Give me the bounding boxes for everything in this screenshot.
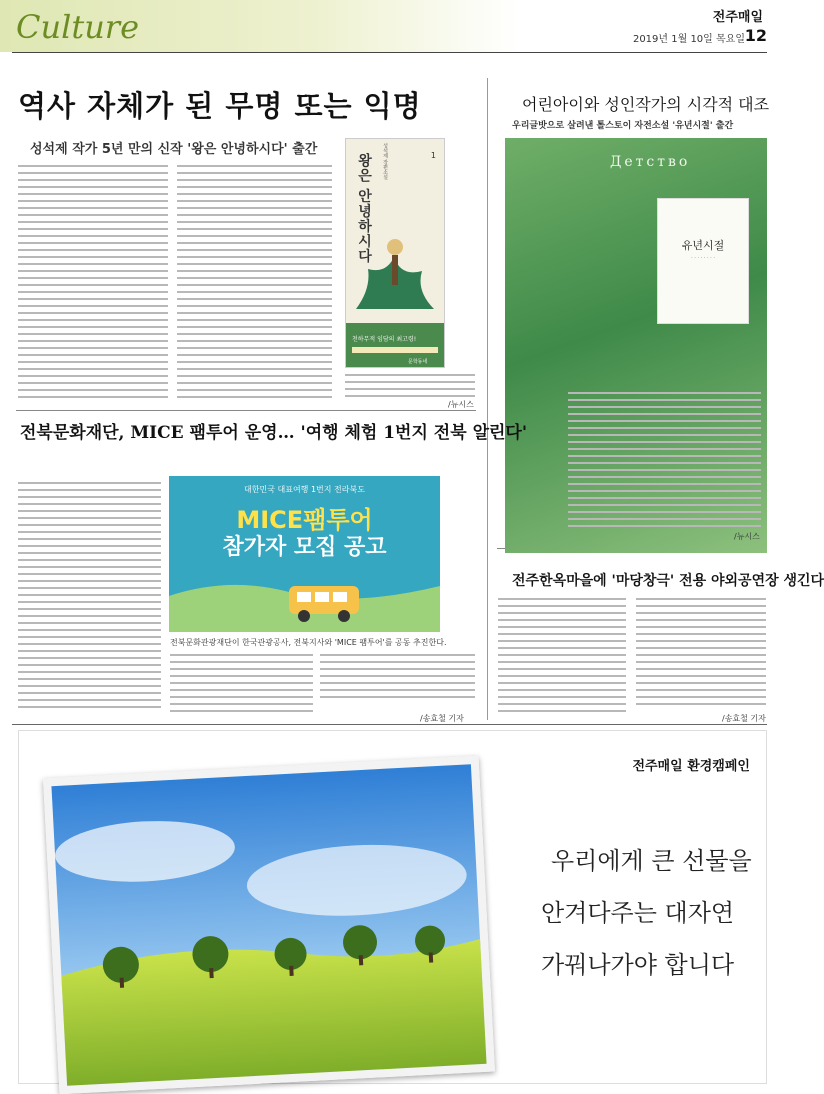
article-2-subtitle: 우리글밧으로 살려낸 톨스토이 자전소설 '유년시절' 출간 <box>512 121 734 131</box>
article-4-title: 전주한옥마을에 '마당창극' 전용 야외공연장 생긴다 <box>512 573 824 589</box>
poster-subheadline: 참가자 모집 공고 <box>222 535 387 560</box>
book-cover-illustration <box>346 219 444 324</box>
article-1-byline: /뉴시스 <box>448 400 474 409</box>
article-3-col-1 <box>18 482 161 713</box>
article-4-col-1 <box>498 598 626 717</box>
article-1-title: 역사 자체가 된 무명 또는 익명 <box>18 89 422 123</box>
campaign-label: 전주매일 환경캠페인 <box>632 759 750 774</box>
article-divider <box>16 410 476 411</box>
poster-illustration <box>169 556 440 632</box>
book-cover-title: 왕은 안녕하시다 <box>356 153 372 264</box>
book-publisher: 문학동네 <box>408 359 428 365</box>
poster-tagline: 대한민국 대표여행 1번지 전라북도 <box>244 485 365 494</box>
article-3-col-3 <box>320 654 475 703</box>
book-cover-band: 천하무적 임담의 최고령! <box>346 323 444 367</box>
issue-date: 2019년 1월 10일 목요일 <box>632 34 745 45</box>
article-4-col-2 <box>636 598 766 710</box>
section-title: Culture <box>16 8 140 46</box>
article-3-title: 전북문화재단, MICE 팸투어 운영… '여행 체험 1번지 전북 알린다' <box>20 423 528 443</box>
book-cover <box>345 138 445 368</box>
article-2-text <box>568 392 761 532</box>
page-header <box>0 0 777 52</box>
article-1-col-2 <box>177 165 332 403</box>
article-1-col-1 <box>18 165 168 403</box>
campaign-ad <box>18 730 767 1084</box>
book-cover: 유년시절 · · · · · · · · <box>657 198 749 324</box>
article-1-subtitle: 성석제 작가 5년 만의 신작 '왕은 안녕하시다' 출간 <box>30 142 318 157</box>
column-divider <box>487 548 488 720</box>
campaign-line-1: 우리에게 큰 선물을 <box>551 847 752 875</box>
landscape-photo <box>43 756 495 1094</box>
column-divider <box>487 78 488 548</box>
article-3-byline: /송효철 기자 <box>420 714 464 723</box>
cover-russian-title: Детство <box>610 154 691 170</box>
article-3-col-2 <box>170 654 313 717</box>
poster-headline: MICE팸투어 <box>236 506 373 534</box>
mice-poster <box>169 476 440 632</box>
photo-caption: 전북문화관광재단이 한국관광공사, 전북지사와 'MICE 팸투어'를 공동 추진한다. <box>170 638 447 647</box>
article-2-title: 어린아이와 성인작가의 시각적 대조 <box>522 95 770 114</box>
campaign-line-2: 안겨다주는 대자연 <box>541 899 735 927</box>
article-2-byline: /뉴시스 <box>734 532 760 541</box>
article-1-col-3 <box>345 374 475 402</box>
book-volume: 1 <box>430 151 436 160</box>
header-rule <box>12 52 767 53</box>
book-cover-label: 성석제 장편소설 <box>382 143 388 180</box>
newspaper-name: 전주매일 <box>712 10 763 25</box>
article-4-byline: /송효철 기자 <box>722 714 766 723</box>
campaign-line-3: 가꿔나가야 합니다 <box>541 951 735 979</box>
book-cover-title: 유년시절 <box>681 239 725 252</box>
page-number: 12 <box>744 26 767 45</box>
ad-divider <box>12 724 767 725</box>
